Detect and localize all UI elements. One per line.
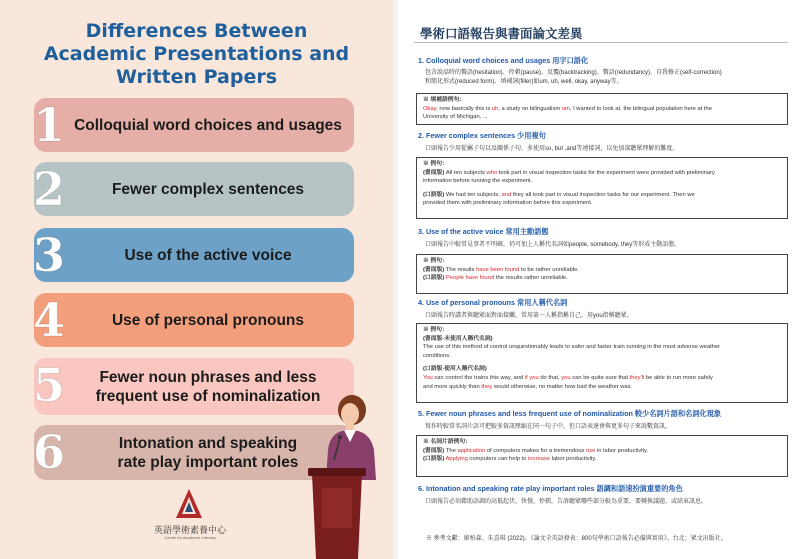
section-6-desc: 口頭報告必須藉助語調的高低起伏、快慢、停頓，告訴聽眾哪些部分較為重要，要轉換議題、或結束訊息。 <box>425 499 708 505</box>
difference-label-1: Colloquial word choices and usages <box>74 116 342 134</box>
difference-item-3 <box>34 228 354 282</box>
reference-note: ※ 參考文獻：廖柏森、朱喜琪 (2022)。《論文全英語發表：800句學術口語報告必備與實用》。台北：眾文出版社。 <box>426 536 727 542</box>
difference-label-5: Fewer noun phrases and less frequent use of nominalization <box>95 368 321 405</box>
difference-item-4 <box>34 293 354 347</box>
section-5-example-box: ※ 名詞片語例句： (書面版) The application of computers makes for a tremendous rise in labor productivity. (口語版) Applying computers can help to increase labor productivity. <box>416 435 788 477</box>
number-5: 5 <box>33 358 66 412</box>
difference-item-1 <box>34 98 354 152</box>
section-5-heading: 5. Fewer noun phrases and less frequent use of nominalization 較少名詞片語和名詞化現象 <box>418 409 722 418</box>
section-2-example-box: ※ 例句： (書面版) All ten subjects who took part in visual inspection tasks for the experiment were provided with preliminary information before running the experiment. (口語版) We had ten subjects, and they all took part in visual inspection tasks for our experiment. Then we provided them with preliminary information before this experiment. <box>416 157 788 219</box>
section-6-heading: 6. Intonation and speaking rate play important roles 語調和語速扮演重要的角色 <box>418 484 683 493</box>
section-2-desc: 口頭報告少用從屬子句以及關係子句，多使用so, but ,and等連接詞，以免加深聽眾理解的難度。 <box>425 146 679 152</box>
document-page <box>398 0 798 559</box>
section-1-example-box: ※ 填補語例句： Okay, now basically this is uh, a study on bilingualism um, I wanted to look at, the bilingual population here at the University of Michigan, ... <box>416 93 788 125</box>
title-divider <box>414 42 788 43</box>
logo-text: 英語學術素養中心 <box>153 525 226 535</box>
number-4: 4 <box>33 293 66 347</box>
section-3-example-box: ※ 例句： (書面版) The results have been found to be rather unreliable. (口語版) People have found the results rather unreliable. <box>416 254 788 294</box>
section-4-desc: 口頭報告時講者與聽眾面對面接觸，常用第一人稱指稱自己，用you指稱聽眾。 <box>425 313 633 319</box>
section-2-heading: 2. Fewer complex sentences 少用複句 <box>418 131 546 140</box>
section-5-desc: 寫作時較常名詞片語可把較多資訊壓縮在同一句子中，但口語表達會與更多句子來說數資訊。 <box>425 424 672 430</box>
section-1-heading: 1. Colloquial word choices and usages 用字口語化 <box>418 56 589 65</box>
logo-subtitle: Center for Academic Literacy <box>164 535 216 540</box>
section-4-heading: 4. Use of personal pronouns 常用人稱代名詞 <box>418 298 568 307</box>
section-1-desc: 包含說話時的贅語(hesitation)、停頓(pause)、反覆(backtracking)、贅語(redundancy)、自我修正(self-correction) 和簡化形式(reduced form)、填補詞(filler)如um, uh, well, okay, anyway等。 <box>425 70 722 85</box>
difference-label-2: Fewer complex sentences <box>111 180 305 198</box>
section-4-example-box: ※ 例句： (書面版-未使用人稱代名詞) The use of this method of control unquestionably leads to safer and faster train running in the most adverse weather conditions. (口語版-使用人稱代名詞) You can control the trains this way, and if you do that, you can be quite sure that they'll be able to run more safely and more quickly than they would otherwise, no matter how bad the weather was. <box>416 323 788 403</box>
difference-label-6: Intonation and speaking rate play important roles <box>117 434 299 471</box>
number-1: 1 <box>33 98 66 152</box>
section-3-desc: 口頭報告中較常見事者不明確，仍可加上人稱代名詞如people, somebody, they等形成主動語態。 <box>425 242 681 248</box>
difference-item-2 <box>34 162 354 216</box>
center-logo-icon <box>175 488 203 522</box>
presenter-illustration-icon <box>300 390 390 559</box>
document-title: 學術口語報告與書面論文差異 <box>420 26 583 41</box>
number-6: 6 <box>33 425 66 479</box>
difference-label-3: Use of the active voice <box>124 246 292 264</box>
infographic-title: Differences Between Academic Presentations and Written Papers <box>43 20 350 88</box>
number-2: 2 <box>33 162 66 216</box>
difference-label-4: Use of personal pronouns <box>111 311 305 329</box>
section-3-heading: 3. Use of the active voice 常用主動語態 <box>418 227 549 236</box>
infographic-panel <box>0 0 393 559</box>
number-3: 3 <box>33 228 66 282</box>
